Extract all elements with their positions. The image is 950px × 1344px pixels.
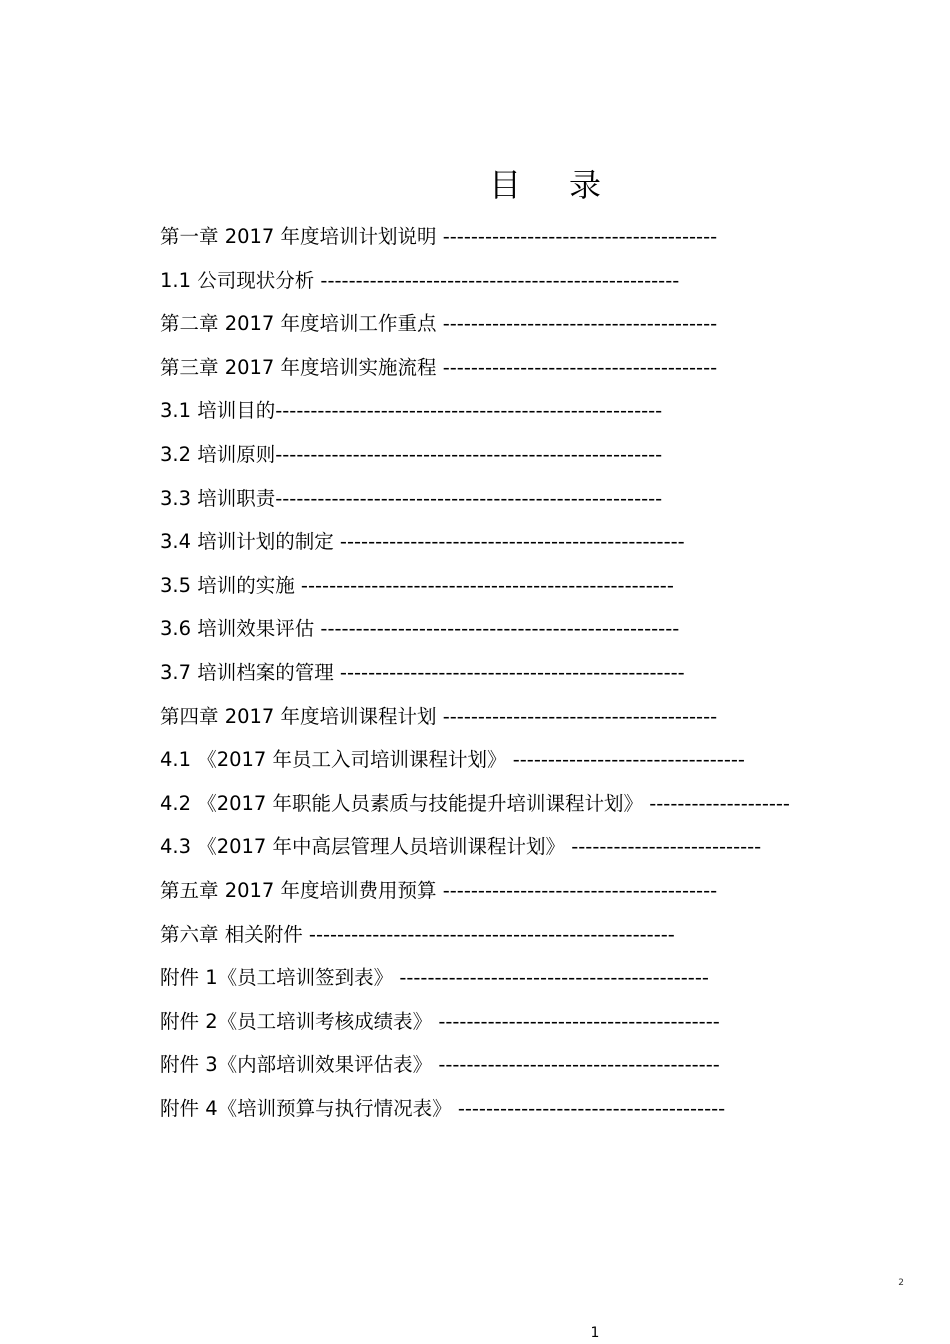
toc-entry-4-2[interactable] (160, 789, 790, 833)
toc-entry-ch5[interactable] (160, 876, 790, 920)
toc-entry-label: 第四章 2017 年度培训课程计划 (160, 704, 443, 728)
toc-entry-ch6[interactable] (160, 920, 790, 964)
toc-entry-label: 3.6 培训效果评估 (160, 617, 321, 641)
toc-entry-label: 1.1 公司现状分析 (160, 268, 321, 292)
toc-entry-attachment-1[interactable] (160, 963, 790, 1007)
toc-entry-label: 4.2 《2017 年职能人员素质与技能提升培训课程计划》 (160, 791, 650, 815)
toc-entry-3-7[interactable] (160, 658, 790, 702)
toc-leader: --------------------------------------- (442, 225, 718, 248)
toc-leader: --------------------------------------------------- (320, 617, 680, 641)
toc-leader: -------------------------------------------- (399, 966, 709, 990)
toc-entry-label: 第二章 2017 年度培训工作重点 (160, 312, 443, 336)
toc-leader: ---------------------------------------- (438, 1053, 720, 1077)
toc-leader: --------------------------------------------------- (320, 268, 680, 292)
toc-heading-char-2: 录 (569, 166, 602, 204)
toc-entry-label: 3.7 培训档案的管理 (160, 660, 340, 684)
corner-page-mark: 2 (898, 1278, 904, 1288)
toc-entry-label: 4.3 《2017 年中高层管理人员培训课程计划》 (160, 835, 572, 859)
toc-entry-3-3[interactable] (160, 484, 790, 528)
toc-entry-ch2[interactable] (160, 309, 790, 353)
toc-leader: -------------------------------------- (457, 1096, 726, 1120)
toc-entry-label: 3.4 培训计划的制定 (160, 530, 340, 554)
toc-entry-label: 附件 1《员工培训签到表》 (160, 966, 400, 990)
toc-leader: ------------------------------------------------------- (275, 486, 663, 510)
toc-entry-label: 第五章 2017 年度培训费用预算 (160, 878, 443, 902)
toc-leader: --------------------------------------- (442, 704, 718, 728)
toc-heading-char-1: 目 (488, 166, 521, 204)
toc-entry-label: 3.1 培训目的 (160, 399, 276, 423)
toc-entry-label: 第一章 2017 年度培训计划说明 (160, 225, 443, 248)
toc-entry-label: 3.5 培训的实施 (160, 573, 301, 597)
toc-leader: ---------------------------------------------------- (308, 922, 675, 946)
toc-heading (0, 160, 950, 206)
toc-leader: -------------------- (649, 791, 790, 815)
toc-leader: ---------------------------------------- (438, 1009, 720, 1033)
toc-leader: ------------------------------------------------------- (275, 399, 663, 423)
toc-leader: ----------------------------------------------------- (300, 573, 674, 597)
toc-leader: --------------------------------------- (442, 312, 718, 336)
toc-leader: ------------------------------------------------- (339, 530, 685, 554)
toc-leader: --------------------------- (571, 835, 762, 859)
toc-entry-label: 附件 2《员工培训考核成绩表》 (160, 1009, 439, 1033)
toc-entry-4-1[interactable] (160, 745, 790, 789)
toc-entry-label: 附件 3《内部培训效果评估表》 (160, 1053, 439, 1077)
toc-leader: --------------------------------------- (442, 355, 718, 379)
toc-leader: ------------------------------------------------- (339, 660, 685, 684)
toc-entry-label: 第六章 相关附件 (160, 922, 309, 946)
toc-entry-label: 第三章 2017 年度培训实施流程 (160, 355, 443, 379)
toc-entry-4-3[interactable] (160, 832, 790, 876)
toc-entry-1-1[interactable] (160, 266, 790, 310)
toc-entry-3-1[interactable] (160, 396, 790, 440)
toc-entry-3-2[interactable] (160, 440, 790, 484)
toc-entry-label: 4.1 《2017 年员工入司培训课程计划》 (160, 748, 513, 772)
toc-entry-3-4[interactable] (160, 527, 790, 571)
toc-list (160, 222, 790, 1137)
toc-entry-attachment-2[interactable] (160, 1007, 790, 1051)
toc-leader: ------------------------------------------------------- (275, 442, 663, 466)
toc-entry-label: 3.2 培训原则 (160, 442, 276, 466)
toc-entry-3-5[interactable] (160, 571, 790, 615)
toc-entry-attachment-3[interactable] (160, 1050, 790, 1094)
toc-leader: --------------------------------------- (442, 878, 718, 902)
toc-leader: --------------------------------- (512, 748, 745, 772)
toc-entry-ch4[interactable] (160, 702, 790, 746)
toc-entry-ch3[interactable] (160, 353, 790, 397)
toc-entry-ch1[interactable] (160, 222, 790, 266)
toc-entry-3-6[interactable] (160, 614, 790, 658)
toc-entry-label: 附件 4《培训预算与执行情况表》 (160, 1096, 458, 1120)
page-number: 1 (590, 1325, 600, 1341)
toc-entry-attachment-4[interactable] (160, 1094, 790, 1138)
toc-entry-label: 3.3 培训职责 (160, 486, 276, 510)
